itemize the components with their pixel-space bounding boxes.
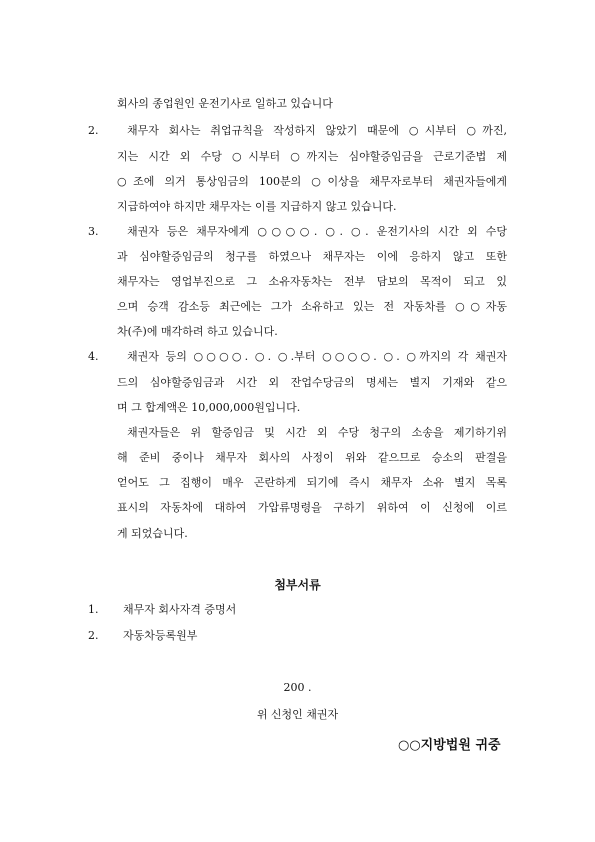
paragraph-line: 얻어도 그 집행이 매우 곤란하게 되기에 즉시 채무자 소유 별지 목록 (117, 476, 507, 489)
item-text-line: 차(주)에 매각하려 하고 있습니다. (117, 325, 278, 338)
item-number: 2. (88, 124, 99, 137)
item-text-line: 지급하여야 하지만 채무자는 이를 지급하지 않고 있습니다. (117, 200, 397, 213)
paragraph-line: 표시의 자동차에 대하여 가압류명령을 구하기 위하여 이 신청에 이르 (117, 501, 507, 514)
item-text-line: 과 심야할증임금의 청구를 하였으나 채무자는 이에 응하지 않고 또한 (117, 250, 507, 263)
item-number: 4. (88, 350, 99, 363)
attachment-text: 자동차등록원부 (123, 629, 198, 642)
paragraph-line: 게 되었습니다. (117, 527, 188, 540)
item-number: 3. (88, 225, 99, 238)
item-text-line: ○조에 의거 통상임금의 100분의 ○이상을 채무자로부터 채권자들에게 (117, 175, 507, 188)
attachment-text: 채무자 회사자격 증명서 (123, 603, 237, 616)
paragraph-line: 채권자들은 위 할증임금 및 시간 외 수당 청구의 소송을 제기하기위 (127, 426, 507, 439)
item-text-line: 채무자 회사는 취업규칙을 작성하지 않았기 때문에 ○시부터 ○까진, (127, 124, 507, 137)
attachments-title: 첨부서류 (274, 578, 321, 592)
item-text-line: 지는 시간 외 수당 ○시부터 ○까지는 심야할증임금을 근로기준법 제 (117, 150, 507, 163)
court-addressee: ○○지방법원 귀중 (398, 738, 501, 753)
item-text-line: 채권자 등은 채무자에게 ○○○○. ○. ○. 운전기사의 시간 외 수당 (127, 225, 507, 238)
date: 200 . (283, 681, 312, 694)
item-text-line: 으며 승객 감소등 최근에는 그가 소유하고 있는 전 자동차를 ○○자동 (117, 300, 507, 313)
item-text-line: 며 그 합계액은 10,000,000원입니다. (117, 401, 301, 414)
item-text-line: 드의 심야할증임금과 시간 외 잔업수당금의 명세는 별지 기재와 같으 (117, 376, 507, 389)
attachment-number: 1. (88, 603, 99, 616)
paragraph-line: 해 준비 중이나 채무자 회사의 사정이 위와 같으므로 승소의 판결을 (117, 451, 507, 464)
signer: 위 신청인 채권자 (256, 708, 339, 721)
item-text-line: 채무자는 영업부진으로 그 소유자동차는 전부 담보의 목적이 되고 있 (117, 275, 507, 288)
item-text-line: 채권자 등의 ○○○○. ○. ○.부터 ○○○○. ○. ○까지의 각 채권자 (127, 350, 507, 363)
attachment-number: 2. (88, 629, 99, 642)
continuation-line: 회사의 종업원인 운전기사로 일하고 있습니다 (117, 97, 333, 110)
